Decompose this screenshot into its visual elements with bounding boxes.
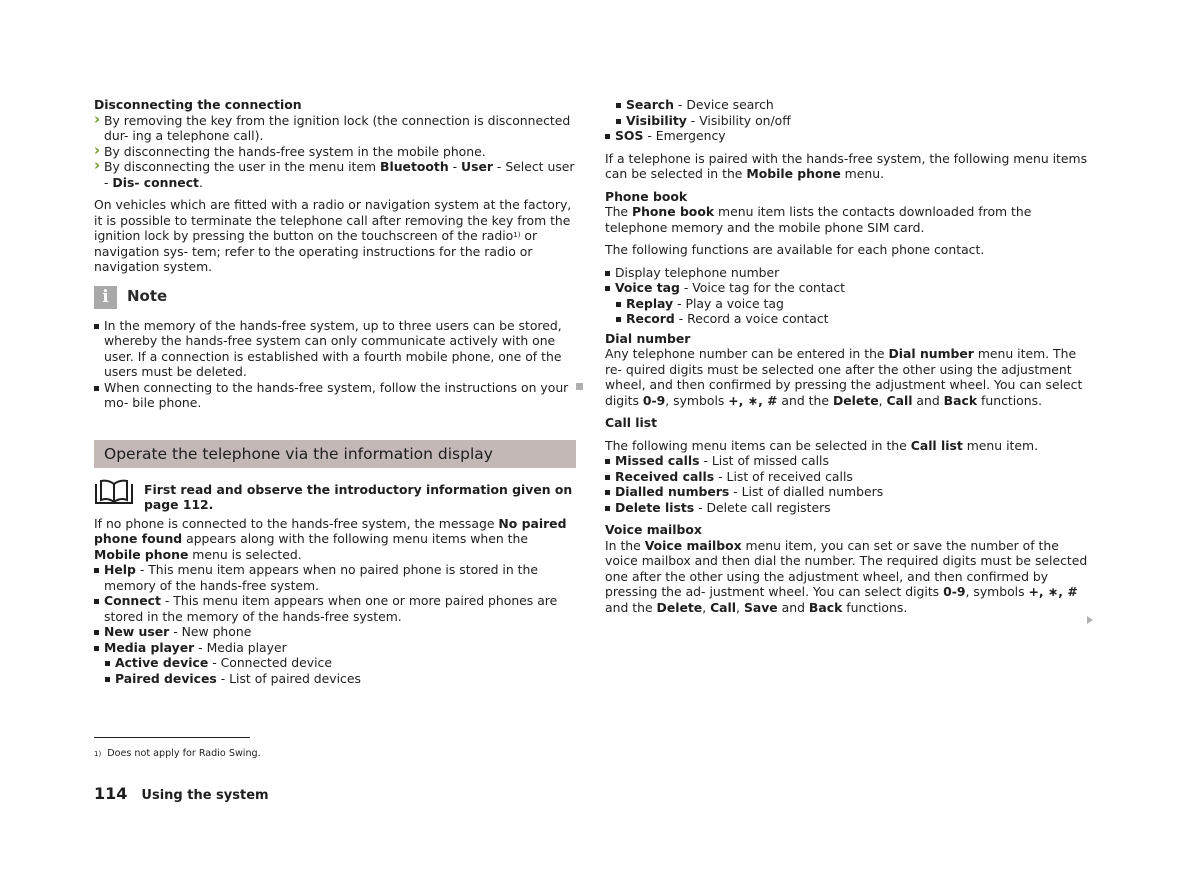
phone-book-paragraph: The Phone book menu item lists the contacts downloaded from the telephone memory and the mobile phone SIM card.	[605, 204, 1032, 235]
dial-number-heading: Dial number	[605, 330, 691, 346]
submenu-item: Active device - Connected device	[105, 655, 576, 671]
menu-item: Connect - This menu item appears when one or more paired phones are stored in the memory of the hands-free system.	[94, 593, 576, 624]
contact-function-item: Display telephone number	[605, 265, 1089, 281]
continue-arrow-icon	[1087, 616, 1093, 624]
section-title: Operate the telephone via the information display	[94, 440, 576, 468]
read-first-text: First read and observe the introductory information given on page 112.	[144, 481, 573, 512]
disconnect-heading: Disconnecting the connection	[94, 97, 302, 112]
info-icon: i	[94, 286, 117, 309]
read-first-notice	[94, 479, 576, 512]
submenu-item: Paired devices - List of paired devices	[105, 671, 576, 687]
call-list-item: Dialled numbers - List of dialled numbers	[605, 484, 1089, 500]
note-item: In the memory of the hands-free system, up to three users can be stored, whereby the hands-free system can only communicate actively with one user. If a connection is established with a fourth mobile phone, one of the users must be deleted.	[94, 318, 576, 380]
note-header	[94, 286, 576, 310]
functions-paragraph: The following functions are available for each phone contact.	[605, 242, 985, 257]
call-list-item: Delete lists - Delete call registers	[605, 500, 1089, 516]
menu-item: Media player - Media player	[94, 640, 576, 656]
vehicles-paragraph: On vehicles which are fitted with a radio or navigation system at the factory, it is possible to terminate the telephone call after removing the key from the ignition lock by pressing the button on the touchscreen of the radio$^{1)}$ or navigation sys- tem; refer to the operating instructions for the radio or navigation system.	[94, 197, 572, 274]
menu-item: New user - New phone	[94, 624, 576, 640]
contact-function-subitem: Record - Record a voice contact	[616, 311, 1089, 327]
open-book-icon	[94, 479, 134, 505]
disconnect-item: › By disconnecting the hands-free system in the mobile phone.	[94, 144, 576, 160]
submenu-item: Visibility - Visibility on/off	[616, 113, 1089, 129]
submenu-item: Search - Device search	[616, 97, 1089, 113]
intro-paragraph: If no phone is connected to the hands-free system, the message No paired phone found appears along with the following menu items when the Mobile phone menu is selected.	[94, 515, 567, 562]
right-column	[605, 97, 1089, 615]
note-item: When connecting to the hands-free system, follow the instructions on your mo- bile phone.	[94, 380, 576, 411]
disconnect-item: › By removing the key from the ignition lock (the connection is disconnected dur- ing a telephone call).	[94, 113, 576, 144]
voice-mailbox-heading: Voice mailbox	[605, 522, 702, 537]
note-title: Note	[127, 286, 168, 305]
contact-function-subitem: Replay - Play a voice tag	[616, 296, 1089, 312]
page-number: 114	[94, 784, 128, 803]
menu-item: Help - This menu item appears when no paired phone is stored in the memory of the hands-free system.	[94, 562, 576, 593]
disconnect-item: › By disconnecting the user in the menu item Bluetooth - User - Select user - Dis- connect.	[94, 159, 576, 190]
voice-mailbox-paragraph: In the Voice mailbox menu item, you can set or save the number of the voice mailbox and then dial the number. The required digits must be selected one after the other using the adjustment wheel, and then confirmed by pressing the ad- justment wheel. You can select digits 0-9, symbols +, ∗, # and the Delete, Call, Save and Back functions.	[605, 537, 1088, 615]
paired-paragraph: If a telephone is paired with the hands-free system, the following menu items can be selected in the Mobile phone menu.	[605, 150, 1088, 181]
left-column	[94, 97, 576, 686]
footnote-ref: 1)	[513, 231, 521, 239]
call-list-item: Missed calls - List of missed calls	[605, 453, 1089, 469]
phone-book-heading: Phone book	[605, 188, 688, 204]
footnote-rule	[94, 737, 250, 738]
footer-section-name: Using the system	[141, 788, 269, 803]
page-footer	[94, 786, 269, 804]
menu-item: SOS - Emergency	[605, 128, 1089, 144]
footnote: $^{1)}$ Does not apply for Radio Swing.	[94, 748, 261, 759]
contact-function-item: Voice tag - Voice tag for the contact	[605, 280, 1089, 296]
end-of-note-marker	[576, 383, 583, 390]
call-list-heading: Call list	[605, 415, 658, 430]
call-list-paragraph: The following menu items can be selected in the Call list menu item.	[605, 437, 1039, 453]
call-list-item: Received calls - List of received calls	[605, 469, 1089, 485]
dial-number-paragraph: Any telephone number can be entered in the Dial number menu item. The re- quired digits must be selected one after the other using the adjustment wheel, and then confirmed by pressing the adjustment wheel. You can select digits 0-9, symbols +, ∗, # and the Delete, Call and Back functions.	[605, 346, 1083, 408]
